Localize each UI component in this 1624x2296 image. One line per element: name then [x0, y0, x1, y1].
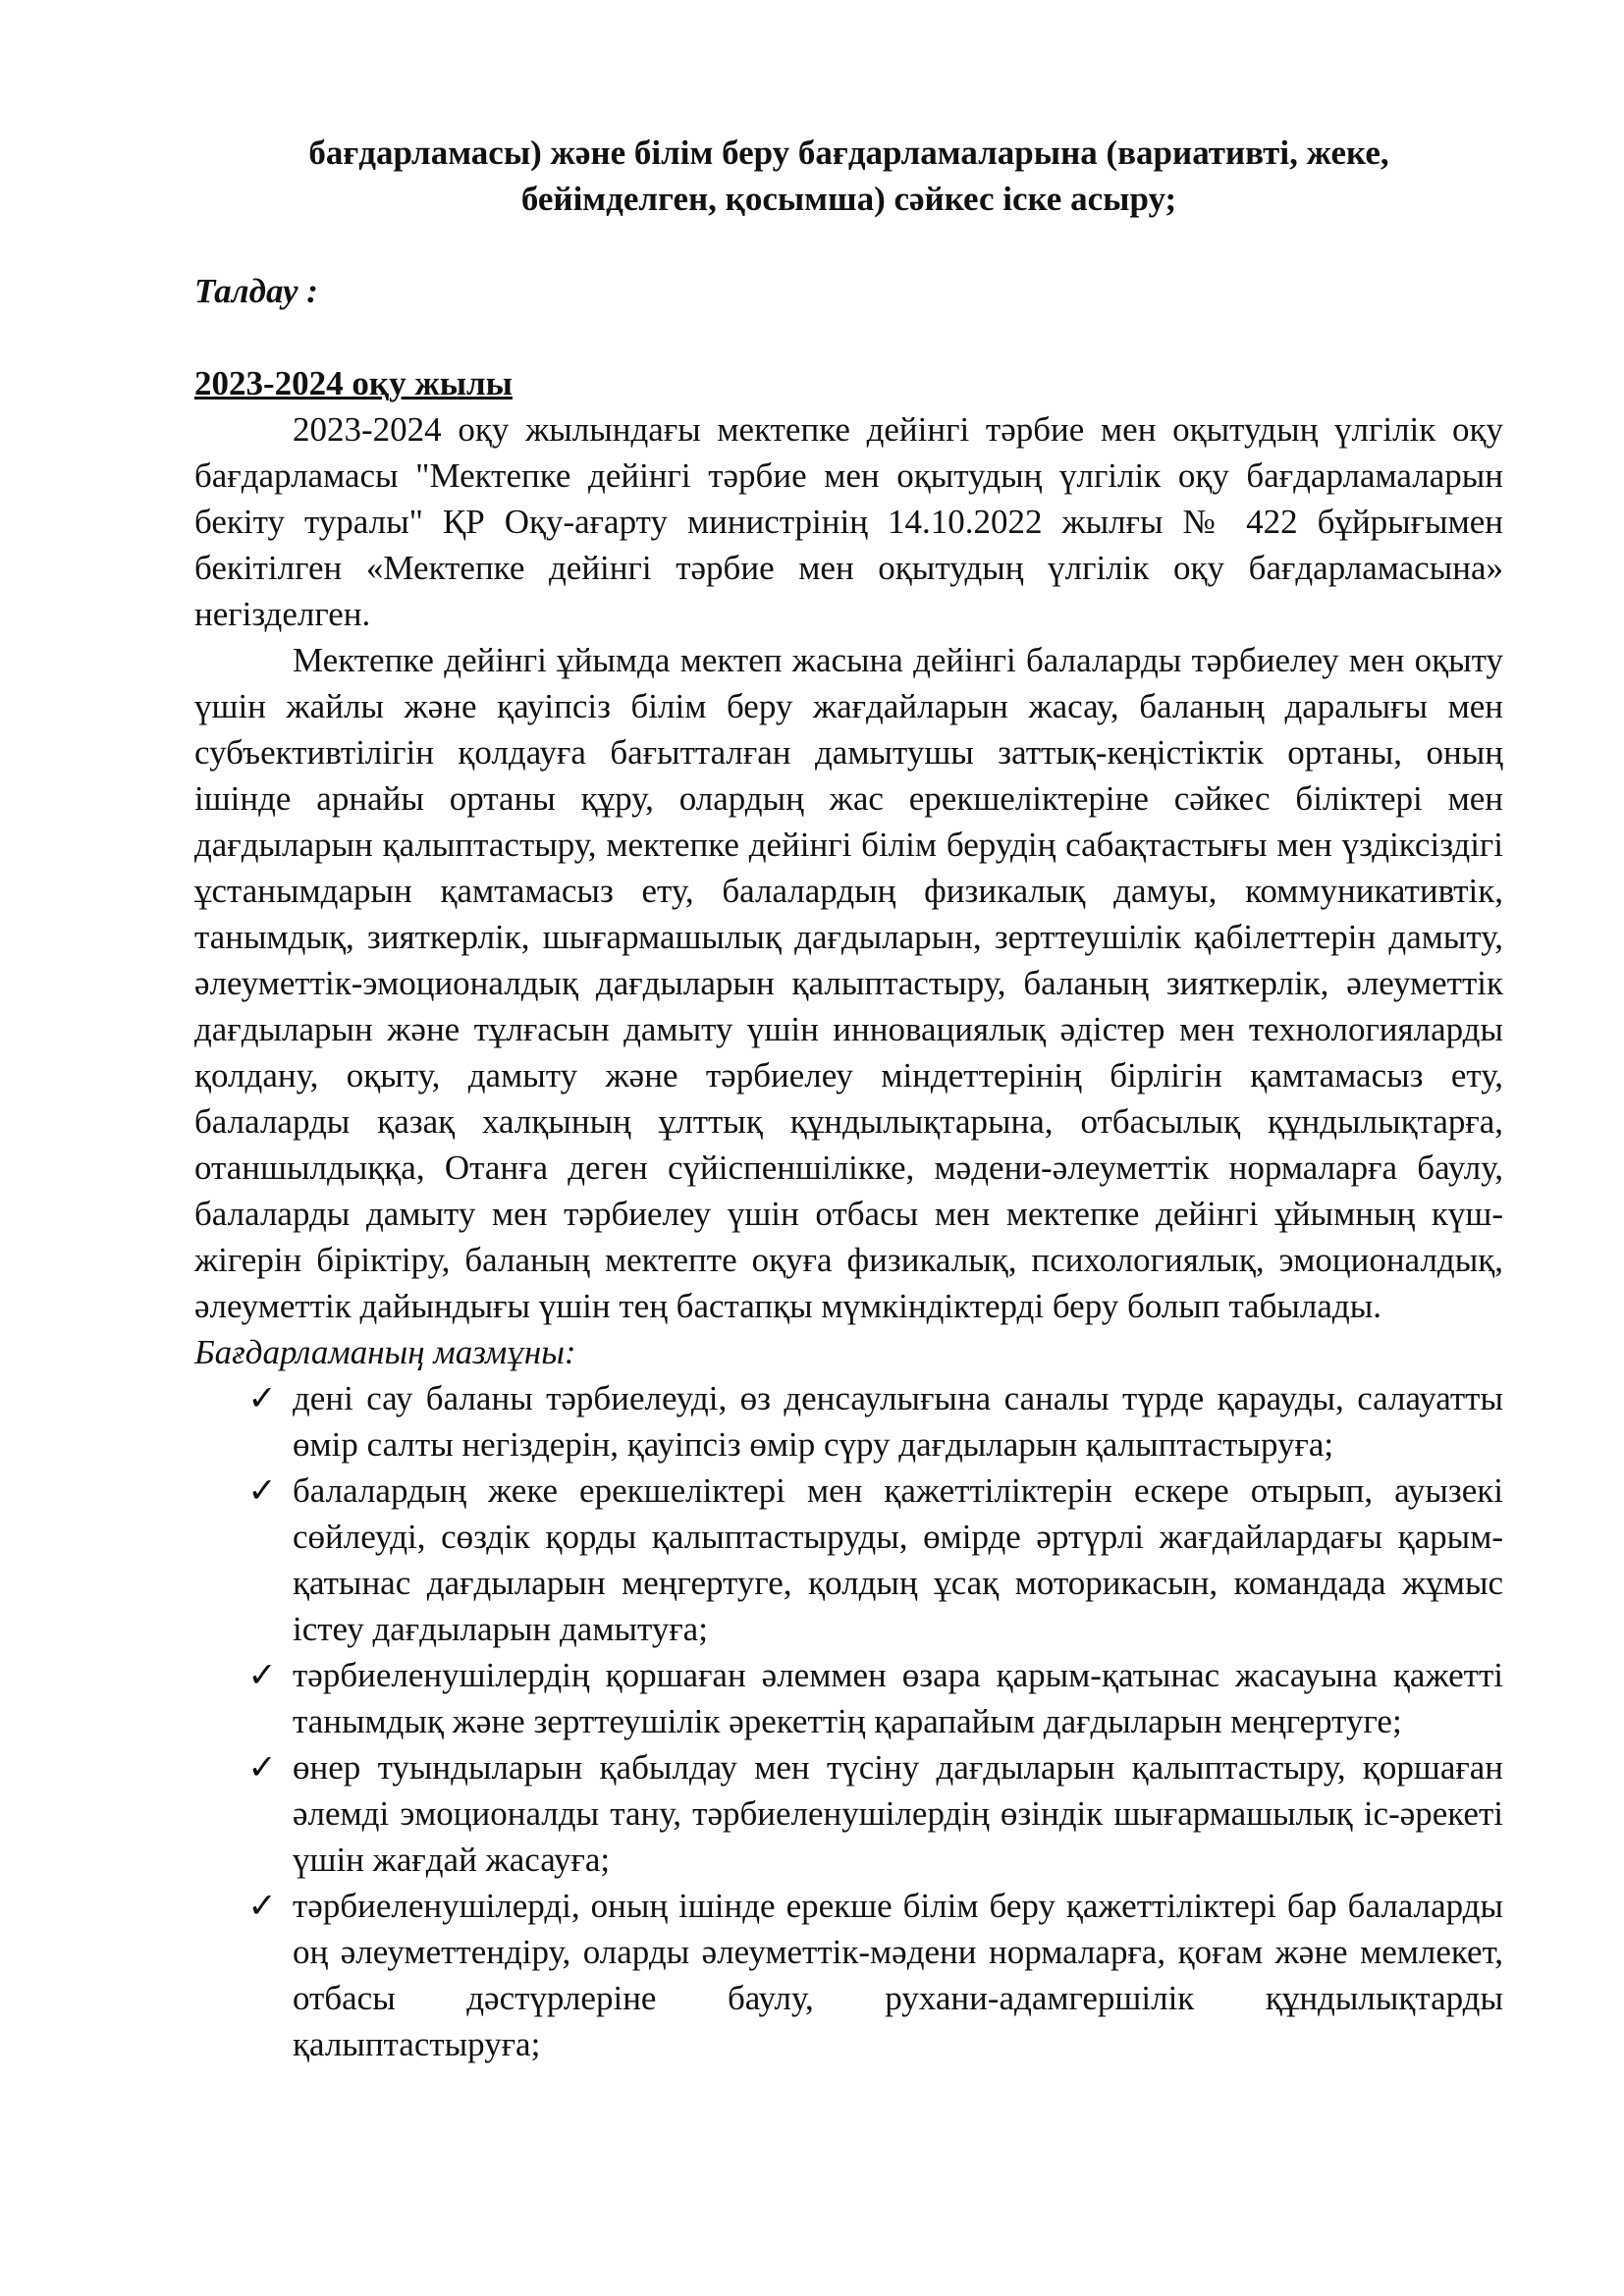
checklist-item-text: балалардың жеке ерекшеліктері мен қажеттіліктерін ескере отырып, ауызекі сөйлеуді, сөздік қорды қалыптастыруды, өмірде әртүрлі жағдайлардағы қарым-қатынас дағдыларын меңгертуге, қолдың ұсақ моторикасын, командада жұмыс істеу дағдыларын дамытуға;	[293, 1471, 1503, 1648]
check-icon: ✓	[247, 1887, 277, 1925]
checklist-item	[194, 1744, 1503, 1883]
checklist-item	[194, 1883, 1503, 2067]
paragraph-program-basis: 2023-2024 оқу жылындағы мектепке дейінгі тәрбие мен оқытудың үлгілік оқу бағдарламасы "Мектепке дейінгі тәрбие мен оқытудың үлгілік оқу бағдарламаларын бекіту туралы" ҚР Оқу-ағарту министрінің 14.10.2022 жылғы № 422 бұйрығымен бекітілген «Мектепке дейінгі тәрбие мен оқытудың үлгілік оқу бағдарламасына» негізделген.	[194, 410, 1503, 633]
year-heading: 2023-2024 оқу жылы	[194, 364, 513, 402]
checklist-item-text: өнер туындыларын қабылдау мен түсіну дағдыларын қалыптастыру, қоршаған әлемді эмоционалды тану, тәрбиеленушілердің өзіндік шығармашылық іс-әрекеті үшін жағдай жасауға;	[293, 1748, 1503, 1879]
analysis-label: Талдау :	[194, 272, 318, 310]
check-icon: ✓	[247, 1656, 277, 1694]
check-icon: ✓	[247, 1471, 277, 1510]
checklist-item	[194, 1652, 1503, 1744]
section-heading: бағдарламасы) және білім беру бағдарламаларына (вариативті, жеке, бейімделген, қосымша) сәйкес іске асыру;	[308, 133, 1389, 218]
checklist-item	[194, 1468, 1503, 1652]
checklist-item	[194, 1375, 1503, 1468]
check-icon: ✓	[247, 1748, 277, 1787]
checklist-item-text: дені сау баланы тәрбиелеуді, өз денсаулығына саналы түрде қарауды, салауатты өмір салты негіздерін, қауіпсіз өмір сүру дағдыларын қалыптастыруға;	[293, 1379, 1503, 1464]
program-content-label: Бағдарламаның мазмұны:	[194, 1333, 576, 1371]
paragraph-program-goals: Мектепке дейінгі ұйымда мектеп жасына дейінгі балаларды тәрбиелеу мен оқыту үшін жайлы және қауіпсіз білім беру жағдайларын жасау, баланың даралығы мен субъективтілігін қолдауға бағытталған дамытушы заттық-кеңістіктік ортаны, оның ішінде арнайы ортаны құру, олардың жас ерекшеліктеріне сәйкес біліктері мен дағдыларын қалыптастыру, мектепке дейінгі білім берудің сабақтастығы мен үздіксіздігі ұстанымдарын қамтамасыз ету, балалардың физикалық дамуы, коммуникативтік, танымдық, зияткерлік, шығармашылық дағдыларын, зерттеушілік қабілеттерін дамыту, әлеуметтік-эмоционалдық дағдыларын қалыптастыру, баланың зияткерлік, әлеуметтік дағдыларын және тұлғасын дамыту үшін инновациялық әдістер мен технологияларды қолдану, оқыту, дамыту және тәрбиелеу міндеттерінің бірлігін қамтамасыз ету, балаларды қазақ халқының ұлттық құндылықтарына, отбасылық құндылықтарға, отаншылдыққа, Отанға деген сүйіспеншілікке, мәдени-әлеуметтік нормаларға баулу, балаларды дамыту мен тәрбиелеу үшін отбасы мен мектепке дейінгі ұйымның күш-жігерін біріктіру, баланың мектепте оқуға физикалық, психологиялық, эмоционалдық, әлеуметтік дайындығы үшін тең бастапқы мүмкіндіктерді беру болып табылады.	[194, 641, 1503, 1325]
checklist-item-text: тәрбиеленушілердің қоршаған әлеммен өзара қарым-қатынас жасауына қажетті танымдық және зерттеушілік әрекеттің қарапайым дағдыларын меңгертуге;	[293, 1656, 1503, 1740]
checklist-item-text: тәрбиеленушілерді, оның ішінде ерекше білім беру қажеттіліктері бар балаларды оң әлеуметтендіру, оларды әлеуметтік-мәдени нормаларға, қоғам және мемлекет, отбасы дәстүрлеріне баулу, рухани-адамгершілік құндылықтарды қалыптастыруға;	[293, 1887, 1503, 2063]
program-content-checklist	[194, 1375, 1503, 2067]
check-icon: ✓	[247, 1379, 277, 1417]
document-page	[194, 130, 1503, 2067]
